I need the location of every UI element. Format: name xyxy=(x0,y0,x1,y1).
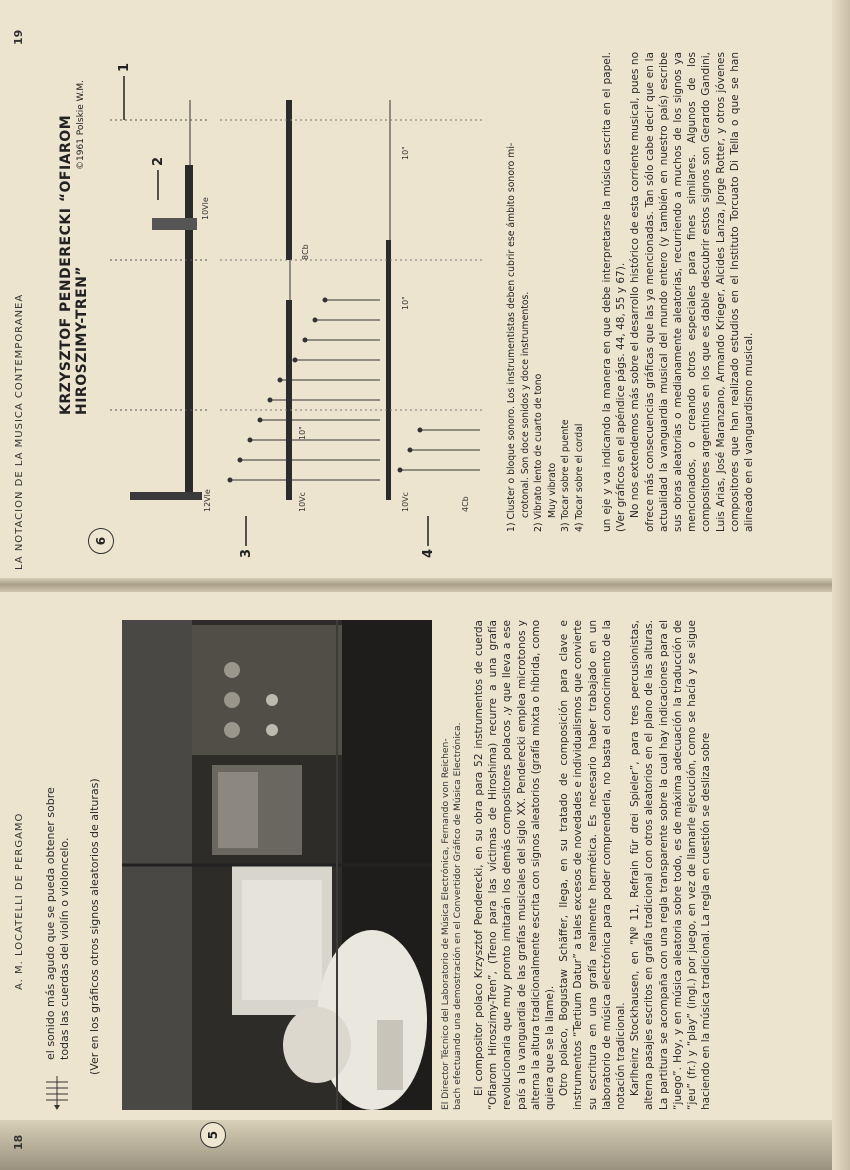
score-label: 4Cb xyxy=(461,496,470,512)
paragraph: El compositor polaco Krzysztof Penderecki, en su obra para 52 instrumentos de cuerda “Ofiarom Hiroszimy-Tren”, (Treno para las víctimas de Hiroshima) recurre a una grafía revolucionaria que muy pronto imitarán los demás compositores polacos ,y que lleva a ese país a la vanguardia de las grafías musicales del siglo XX. Penderecki emplea microtonos y alterna la altura tradicionalmente escrita con signos aleatorios (grafía mixta o híbrida, como quiera que se la llame). xyxy=(473,620,557,1110)
legend-line: 2) Vibrato lento de cuarto de tono xyxy=(533,373,544,532)
legend-line: 3) Tocar sobre el puente xyxy=(560,419,571,532)
score-label: 10" xyxy=(298,426,307,440)
legend-line: 1) Cluster o bloque sonoro. Los instrumentistas deben cubrir ese ámbito sonoro mi- xyxy=(506,142,517,532)
paragraph: un eje y va indicando la manera en que debe interpretarse la música escrita en el papel. (Ver gráficos en el apéndice págs. 44, 48, 55 y 67). xyxy=(601,52,628,532)
figure-number-5: 5 xyxy=(200,1122,226,1148)
score-title: KRZYSZTOF PENDERECKI “OFIAROM HIROSZIMY-TREN” xyxy=(58,114,90,415)
score-label: 10Vc xyxy=(298,491,307,512)
marker-3: 3 xyxy=(239,548,254,558)
photo-illustration xyxy=(122,620,432,1110)
right-body-text xyxy=(600,52,756,532)
page-19 xyxy=(0,15,850,590)
marker-4: 4 xyxy=(421,548,436,558)
figure-number-6: 6 xyxy=(88,528,114,554)
marker-1: 1 xyxy=(117,62,132,72)
running-header: A. M. LOCATELLI DE PERGAMO xyxy=(14,812,25,990)
page-18 xyxy=(0,595,850,1170)
cluster-band xyxy=(386,240,391,500)
running-header: LA NOTACION DE LA MUSICA CONTEMPORANEA xyxy=(14,293,25,570)
laboratory-photo xyxy=(122,620,432,1110)
intro-note: el sonido más agudo que se pueda obtener sobre todas las cuerdas del violín o violoncelo. xyxy=(44,787,72,1060)
page-number: 19 xyxy=(12,29,25,45)
paragraph: No nos extendemos más sobre el desarrollo histórico de esta corriente musical, pues no ofrece más consecuencias gráficas que las ya mencionadas. Tan sólo cabe decir que en la actualidad la vanguardia musical del mundo entero (y también en nuestro país) escribe sus obras aleatorias o medianamente aleatorias, recurriendo a muchos de los signos ya mencionados, o creando otros especiales para fines similares. Algunos de los compositores argentinos en los que es dable descubrir estos signos son Gerardo Gandini, Luis Arias, José Maranzano, Armando Krieger, Alcides Lanza, Jorge Rotter, y otros jóvenes compositores que han realizado estudios en el Instituto Torcuato Di Tella o que se han alineado en el vanguardismo musical. xyxy=(629,52,756,532)
see-also-note: (Ver en los gráficos otros signos aleatorios de alturas) xyxy=(88,778,101,1075)
cluster-band xyxy=(286,100,292,260)
legend-line: crotonal. Son doce sonidos y doce instrumentos. xyxy=(519,291,531,518)
marker-2: 2 xyxy=(151,156,166,166)
cluster-band xyxy=(185,165,193,495)
score-legend xyxy=(505,52,586,532)
cluster-block xyxy=(152,218,197,230)
copyright: ©1961 Polskie W.M. xyxy=(76,79,86,170)
score-label: 10Vc xyxy=(401,491,410,512)
cello-cluster xyxy=(398,428,480,472)
paragraph: Karlheinz Stockhausen, en “Nº 11, Refrain für drei Spieler”, para tres percusionistas, alterna pasajes escritos en grafía tradicional con otros aleatorios en el plano de las alturas. La partitura se acompaña con una regla transparente sobre la cual hay indicaciones para el “juego”. Hoy, y en música aleatoria sobre todo, es de máxima adecuación la traducción de “jeu” (fr.) y “play” (ingl.) por juego, en vez de llamarle ejecución, como se hacía y se sigue haciendo en la música tradicional. La regla en cuestión se desliza sobre xyxy=(629,620,713,1110)
page-number: 18 xyxy=(12,1134,25,1150)
legend-line: Muy vibrato xyxy=(546,462,558,518)
cluster-bar xyxy=(130,492,202,500)
microtonal-staircase xyxy=(228,298,380,482)
score-label: 10" xyxy=(401,146,410,160)
paragraph: Otro polaco, Bogustaw Schäffer, llega, en su tratado de composición para clave e instrumentos “Tertium Datur” a tales excesos de novedades e individualismos que convierte su escritura en una grafía realmente hermética. Es necesario haber trabajado en un laboratorio de música electrónica para poder comprenderla, no basta el conocimiento de la notación tradicional. xyxy=(558,620,628,1110)
left-body-text xyxy=(472,620,713,1110)
score-label: 12Vle xyxy=(203,489,212,512)
score-label: 10Vle xyxy=(201,197,210,220)
photo-caption: El Director Técnico del Laboratorio de Música Electrónica, Fernando von Reichen- bach efectuando una demostración en el Convertidor Gráfico de Música Electrónica. xyxy=(440,722,463,1110)
score-label: 10" xyxy=(401,296,410,310)
score-label: 8Cb xyxy=(301,244,310,260)
legend-line: 4) Tocar sobre el cordal xyxy=(573,423,585,532)
score-excerpt xyxy=(90,25,500,560)
